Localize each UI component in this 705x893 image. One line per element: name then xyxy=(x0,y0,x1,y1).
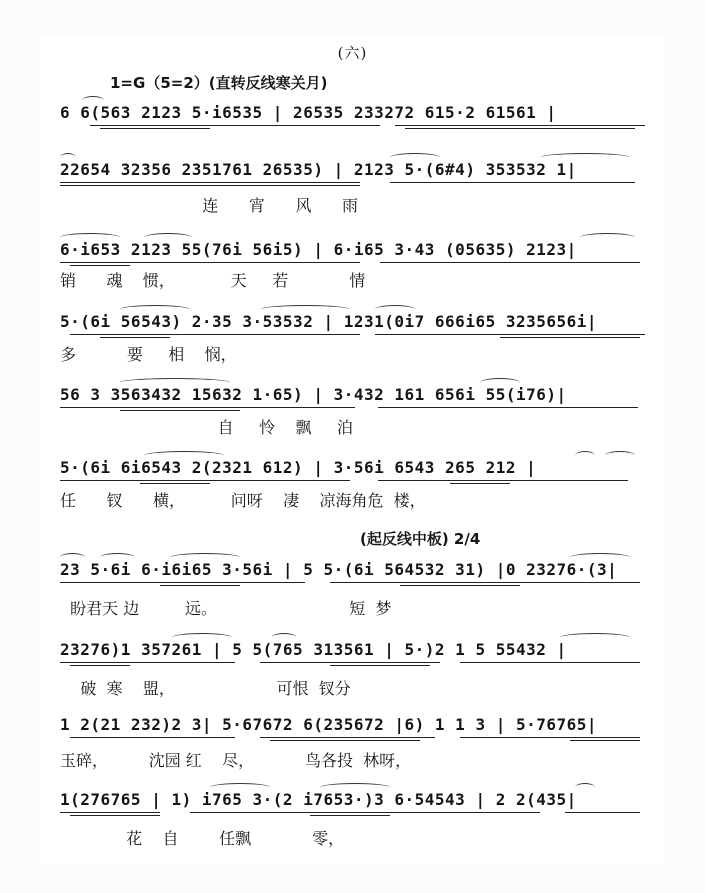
slur xyxy=(170,553,240,562)
beam xyxy=(500,337,640,338)
notation-row-4 xyxy=(60,312,645,340)
slur xyxy=(60,233,120,242)
beam xyxy=(460,662,640,663)
slur xyxy=(540,153,630,162)
beam xyxy=(260,737,435,738)
beam xyxy=(90,125,380,126)
slur xyxy=(82,96,104,105)
slur xyxy=(390,153,440,162)
beam xyxy=(375,334,645,335)
notation-row-8 xyxy=(60,640,645,668)
lyrics-row-10: 花 自 任飘 零， xyxy=(60,829,345,848)
beam xyxy=(330,665,430,666)
notation-row-5 xyxy=(60,385,645,413)
beam xyxy=(70,665,130,666)
notes-row-4: 5·(6i 56543) 2·35 3·53532 | 1231(0i7 666i65 3235656i| xyxy=(60,312,598,331)
beam xyxy=(460,737,640,738)
beam xyxy=(190,812,540,813)
notation-row-1 xyxy=(60,103,645,131)
notation-row-7 xyxy=(60,560,645,588)
beam xyxy=(120,410,240,411)
beam xyxy=(60,480,350,481)
slur xyxy=(560,633,630,642)
notation-row-6 xyxy=(60,458,645,486)
beam xyxy=(378,480,628,481)
beam xyxy=(260,662,440,663)
beam xyxy=(160,585,240,586)
slur xyxy=(210,783,270,792)
slur xyxy=(320,783,390,792)
slur xyxy=(60,553,85,562)
slur xyxy=(172,633,232,642)
beam xyxy=(405,128,635,129)
slur xyxy=(120,305,190,314)
beam xyxy=(100,128,210,129)
lyrics-row-3: 销 魂 惯， 天 若 情 xyxy=(60,271,366,290)
beam xyxy=(450,483,510,484)
beam xyxy=(565,812,640,813)
slur xyxy=(570,553,630,562)
notes-row-10: 1(276765 | 1) i765 3·(2 i7653·)3 6·54543 | 2 2(435| xyxy=(60,790,577,809)
beam xyxy=(390,182,635,183)
notes-row-2: 22654 32356 2351761 26535) | 2123 5·(6#4) 353532 1| xyxy=(60,160,577,179)
beam xyxy=(70,334,360,335)
page-title: (六) xyxy=(337,44,368,62)
lyrics-row-4: 多 要 相 悯， xyxy=(60,345,237,364)
lyrics-row-5: 自 怜 飘 泊 xyxy=(60,418,353,437)
beam xyxy=(60,582,305,583)
lyrics-row-6: 任 钗 横， 问呀 凄 凉海角危 楼， xyxy=(60,491,426,510)
notation-row-2 xyxy=(60,160,645,188)
beam xyxy=(60,185,360,186)
beam xyxy=(395,125,645,126)
lyrics-row-9: 玉碎， 沈园 红 尽， 鸟各投 林呀， xyxy=(60,751,412,770)
beam xyxy=(60,182,360,183)
slur xyxy=(605,451,635,460)
beam xyxy=(310,815,390,816)
key-signature: 1=G（5=2）(直转反线寒关月) xyxy=(110,74,328,92)
section-marking: (起反线中板) 2/4 xyxy=(360,530,481,548)
beam xyxy=(570,740,640,741)
notation-row-3 xyxy=(60,240,645,268)
slur xyxy=(60,153,76,162)
beam xyxy=(270,740,420,741)
lyrics-row-8: 破 寒 盟， 可恨 钗分 xyxy=(60,679,351,698)
beam xyxy=(60,662,235,663)
slur xyxy=(375,305,415,314)
notes-row-3: 6·i653 2123 55(76i 56i5) | 6·i65 3·43 (05635) 2123| xyxy=(60,240,577,259)
notes-row-8: 23276)1 357261 | 5 5(765 313561 | 5·)2 1 5 55432 | xyxy=(60,640,567,659)
slur xyxy=(120,378,230,387)
beam xyxy=(70,265,130,266)
beam xyxy=(140,483,210,484)
beam xyxy=(100,337,170,338)
notes-row-6: 5·(6i 6i6543 2(2321 612) | 3·56i 6543 265 212 | xyxy=(60,458,537,477)
slur xyxy=(100,553,135,562)
lyrics-row-7: 盼君天 边 远。 短 梦 xyxy=(60,599,392,618)
slur xyxy=(260,305,350,314)
notes-row-9: 1 2(21 232)2 3| 5·67672 6(235672 |6) 1 1 3 | 5·76765| xyxy=(60,715,598,734)
beam xyxy=(378,407,638,408)
beam xyxy=(70,737,235,738)
beam xyxy=(60,407,355,408)
slur xyxy=(575,783,595,792)
slur xyxy=(480,378,520,387)
beam xyxy=(330,582,640,583)
beam xyxy=(400,585,520,586)
slur xyxy=(272,633,296,642)
notes-row-1: 6 6(563 2123 5·i6535 | 26535 233272 615·2 61561 | xyxy=(60,103,557,122)
slur xyxy=(144,233,192,242)
slur xyxy=(580,233,635,242)
beam xyxy=(70,815,160,816)
notation-row-9 xyxy=(60,715,645,743)
slur xyxy=(575,451,595,460)
beam xyxy=(60,262,360,263)
notes-row-5: 56 3 3563432 15632 1·65) | 3·432 161 656i 55(i76)| xyxy=(60,385,567,404)
slur xyxy=(144,451,224,460)
notation-row-10 xyxy=(60,790,645,818)
beam xyxy=(380,262,640,263)
lyrics-row-2: 连 宵 风 雨 xyxy=(60,196,358,215)
beam xyxy=(60,812,160,813)
notes-row-7: 23 5·6i 6·i6i65 3·56i | 5 5·(6i 564532 31) |0 23276·(3| xyxy=(60,560,618,579)
